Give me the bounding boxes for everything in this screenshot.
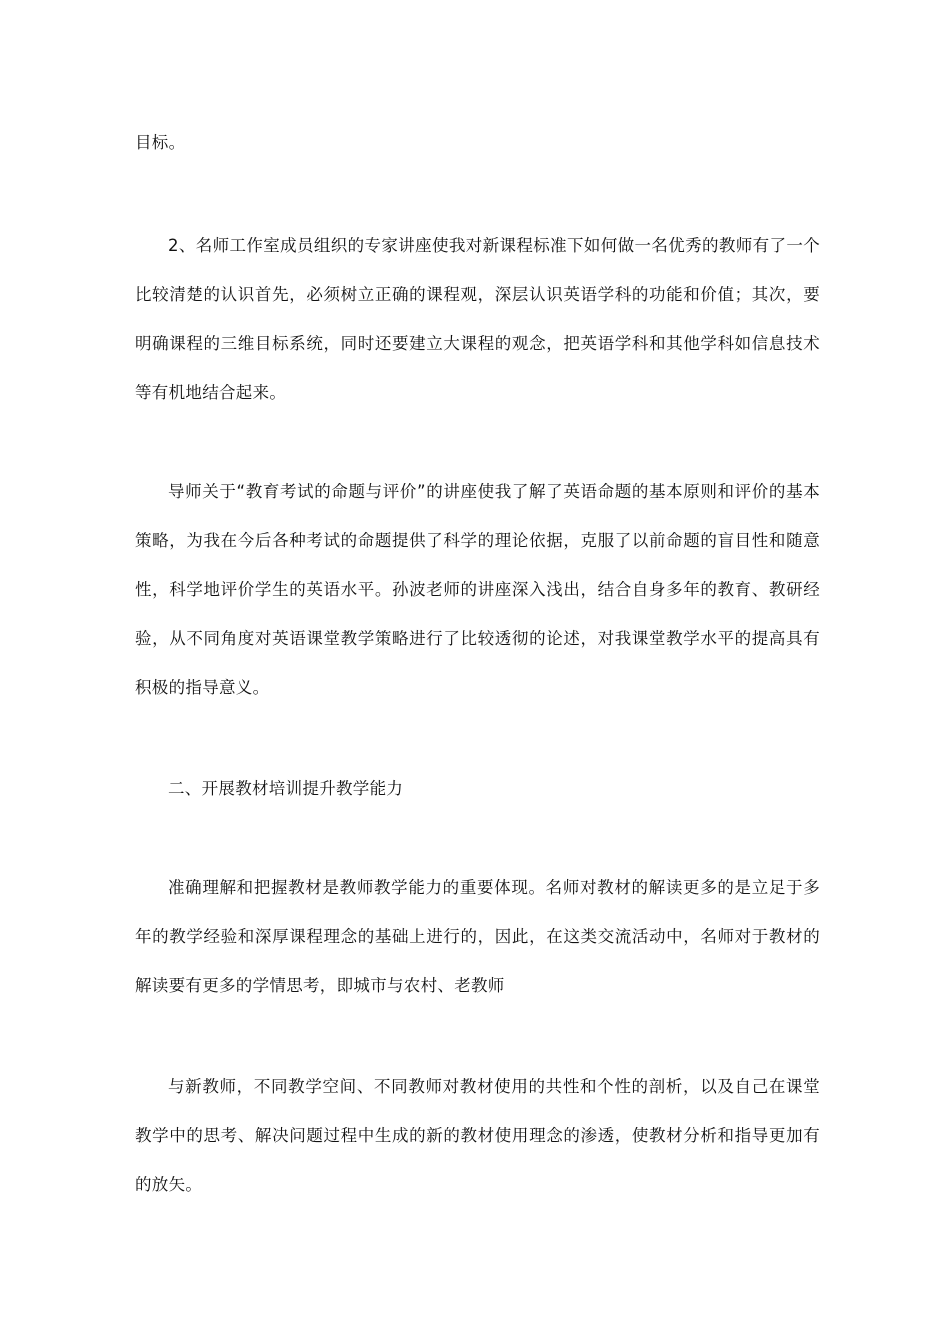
paragraph-new-teachers: 与新教师，不同教学空间、不同教师对教材使用的共性和个性的剖析，以及自己在课堂教学中的思考、解决问题过程中生成的新的教材使用理念的渗透，使教材分析和指导更加有的放矢。 <box>135 1077 820 1194</box>
paragraph-exam-lecture: 导师关于“教育考试的命题与评价”的讲座使我了解了英语命题的基本原则和评价的基本策略，为我在今后各种考试的命题提供了科学的理论依据，克服了以前命题的盲目性和随意性，科学地评价学生的英语水平。孙波老师的讲座深入浅出，结合自身多年的教育、教研经验，从不同角度对英语课堂教学策略进行了比较透彻的论述，对我课堂教学水平的提高具有积极的指导意义。 <box>135 482 820 697</box>
paragraph-expert-lecture: 2、名师工作室成员组织的专家讲座使我对新课程标准下如何做一名优秀的教师有了一个比较清楚的认识首先，必须树立正确的课程观，深层认识英语学科的功能和价值；其次，要明确课程的三维目标系统，同时还要建立大课程的观念，把英语学科和其他学科如信息技术等有机地结合起来。 <box>135 236 820 402</box>
paragraph-continuation: 目标。 <box>135 133 186 152</box>
paragraph-textbook-understanding: 准确理解和把握教材是教师教学能力的重要体现。名师对教材的解读更多的是立足于多年的教学经验和深厚课程理念的基础上进行的，因此，在这类交流活动中，名师对于教材的解读要有更多的学情思考，即城市与农村、老教师 <box>135 878 820 995</box>
section-heading: 二、开展教材培训提升教学能力 <box>168 779 404 798</box>
